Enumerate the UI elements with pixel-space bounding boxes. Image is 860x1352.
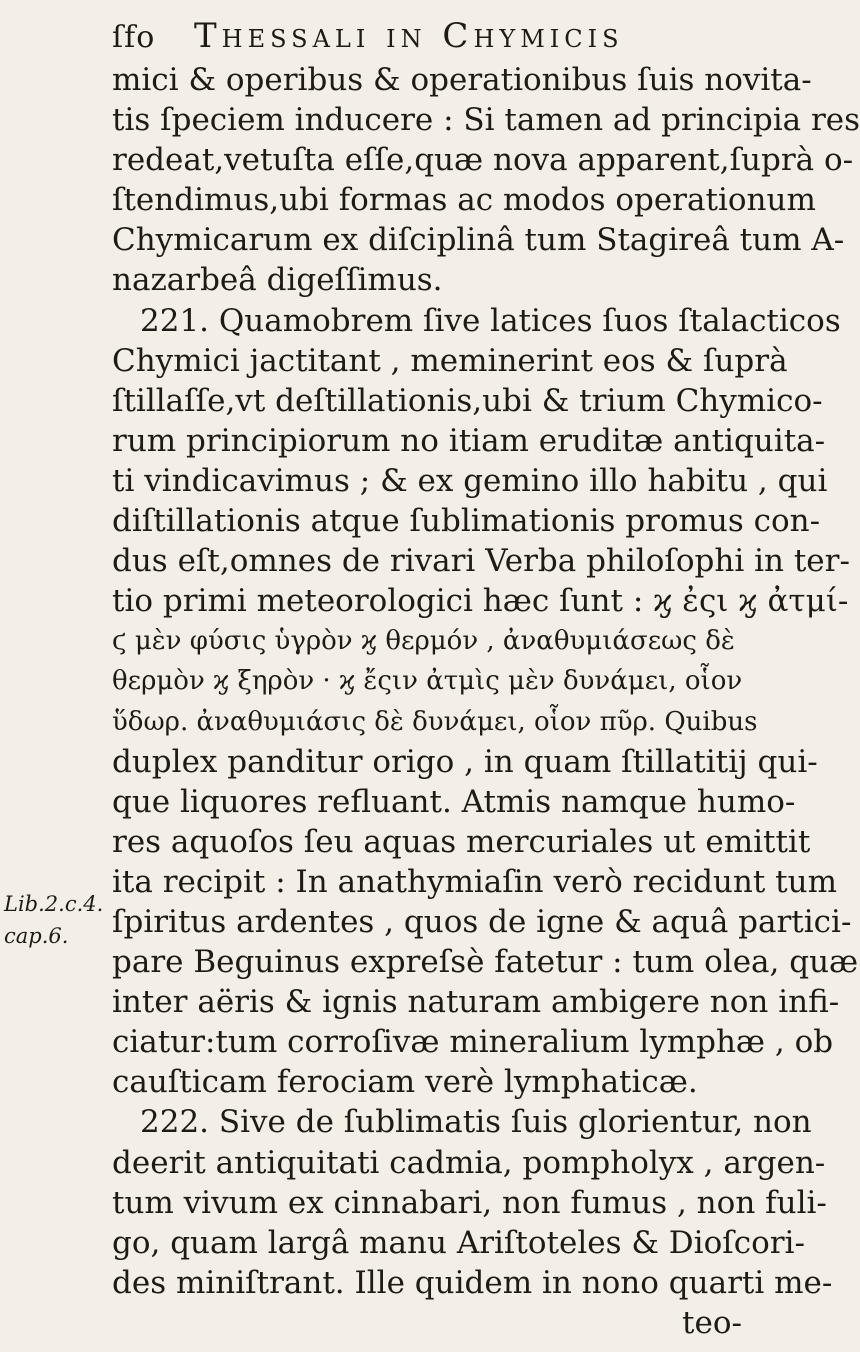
text-line: mici & operibus & operationibus ſuis novita- <box>112 62 812 98</box>
text-line: nazarbeâ digeſſimus. <box>112 262 443 299</box>
text-line: des miniſtrant. Ille quidem in nono quarti me- <box>112 1264 833 1301</box>
text-line: tis ſpeciem inducere : Si tamen ad principia res <box>112 102 860 139</box>
text-line: redeat,vetuſta eſſe,quæ nova apparent,ſuprà o- <box>112 142 854 179</box>
text-line: diſtillationis atque ſublimationis promus con- <box>112 503 821 540</box>
text-line: tum vivum ex cinnabari, non fumus , non fuli- <box>112 1184 827 1221</box>
text-line: ſtendimus,ubi formas ac modos operationum <box>112 182 816 219</box>
text-line: duplex panditur origo , in quam ſtillatitij qui- <box>112 743 818 780</box>
greek-line: ὕδωρ. ἀναθυμιάσις δὲ δυνάμει, οἷον πῦρ. Quibus <box>112 706 758 737</box>
page-number: ſfo <box>112 20 156 55</box>
margin-note-reference: Lib.2.c.4. <box>4 892 104 916</box>
text-line: tio primi meteorologici hæc ſunt : ϗ ἐςι ϗ ἀτμί- <box>112 583 849 620</box>
text-line: ciatur:tum corroſivæ mineralium lymphæ , ob <box>112 1024 834 1061</box>
text-line: Chymicarum ex diſciplinâ tum Stagireâ tum A- <box>112 222 845 259</box>
running-title: Thessali in Chymicis <box>194 16 624 56</box>
text-line: pare Beguinus expreſsè fatetur : tum olea, quæ <box>112 944 859 981</box>
text-line: que liquores refluant. Atmis namque humo- <box>112 783 796 820</box>
page-header <box>112 16 752 66</box>
greek-line: ϛ μὲν φύσις ὑγρὸν ϗ θερμόν , ἀναθυμιάσεως δὲ <box>112 626 735 657</box>
greek-line: θερμὸν ϗ ξηρὸν · ϗ ἔςιν ἀτμὶς μὲν δυνάμει, οἷον <box>112 666 743 697</box>
paragraph-221-start: 221. Quamobrem ſive latices ſuos ſtalacticos <box>140 302 841 339</box>
text-line: ita recipit : In anathymiaſin verò recidunt tum <box>112 863 837 900</box>
text-line: ſtillaſſe,vt deſtillationis,ubi & trium Chymico- <box>112 382 823 419</box>
text-line: Chymici jactitant , meminerint eos & ſuprà <box>112 342 788 379</box>
text-line: inter aëris & ignis naturam ambigere non infi- <box>112 984 840 1021</box>
text-line: dus eſt,omnes de rivari Verba philoſophi in ter- <box>112 543 850 580</box>
text-line: ti vindicavimus ; & ex gemino illo habitu , qui <box>112 462 828 499</box>
paragraph-222-start: 222. Sive de ſublimatis ſuis glorientur, non <box>140 1104 812 1141</box>
text-line: rum principiorum no itiam eruditæ antiquita- <box>112 422 826 459</box>
text-line: deerit antiquitati cadmia, pompholyx , argen- <box>112 1144 826 1181</box>
text-line: go, quam largâ manu Ariſtoteles & Dioſcori- <box>112 1224 805 1261</box>
text-line: ſpiritus ardentes , quos de igne & aquâ partici- <box>112 903 852 940</box>
catchword: teo- <box>682 1304 742 1341</box>
body-text <box>112 60 860 1343</box>
text-line: cauſticam ferociam verè lymphaticæ. <box>112 1064 698 1101</box>
margin-note-chapter: cap.6. <box>4 924 69 948</box>
text-line: res aquoſos ſeu aquas mercuriales ut emittit <box>112 823 811 860</box>
